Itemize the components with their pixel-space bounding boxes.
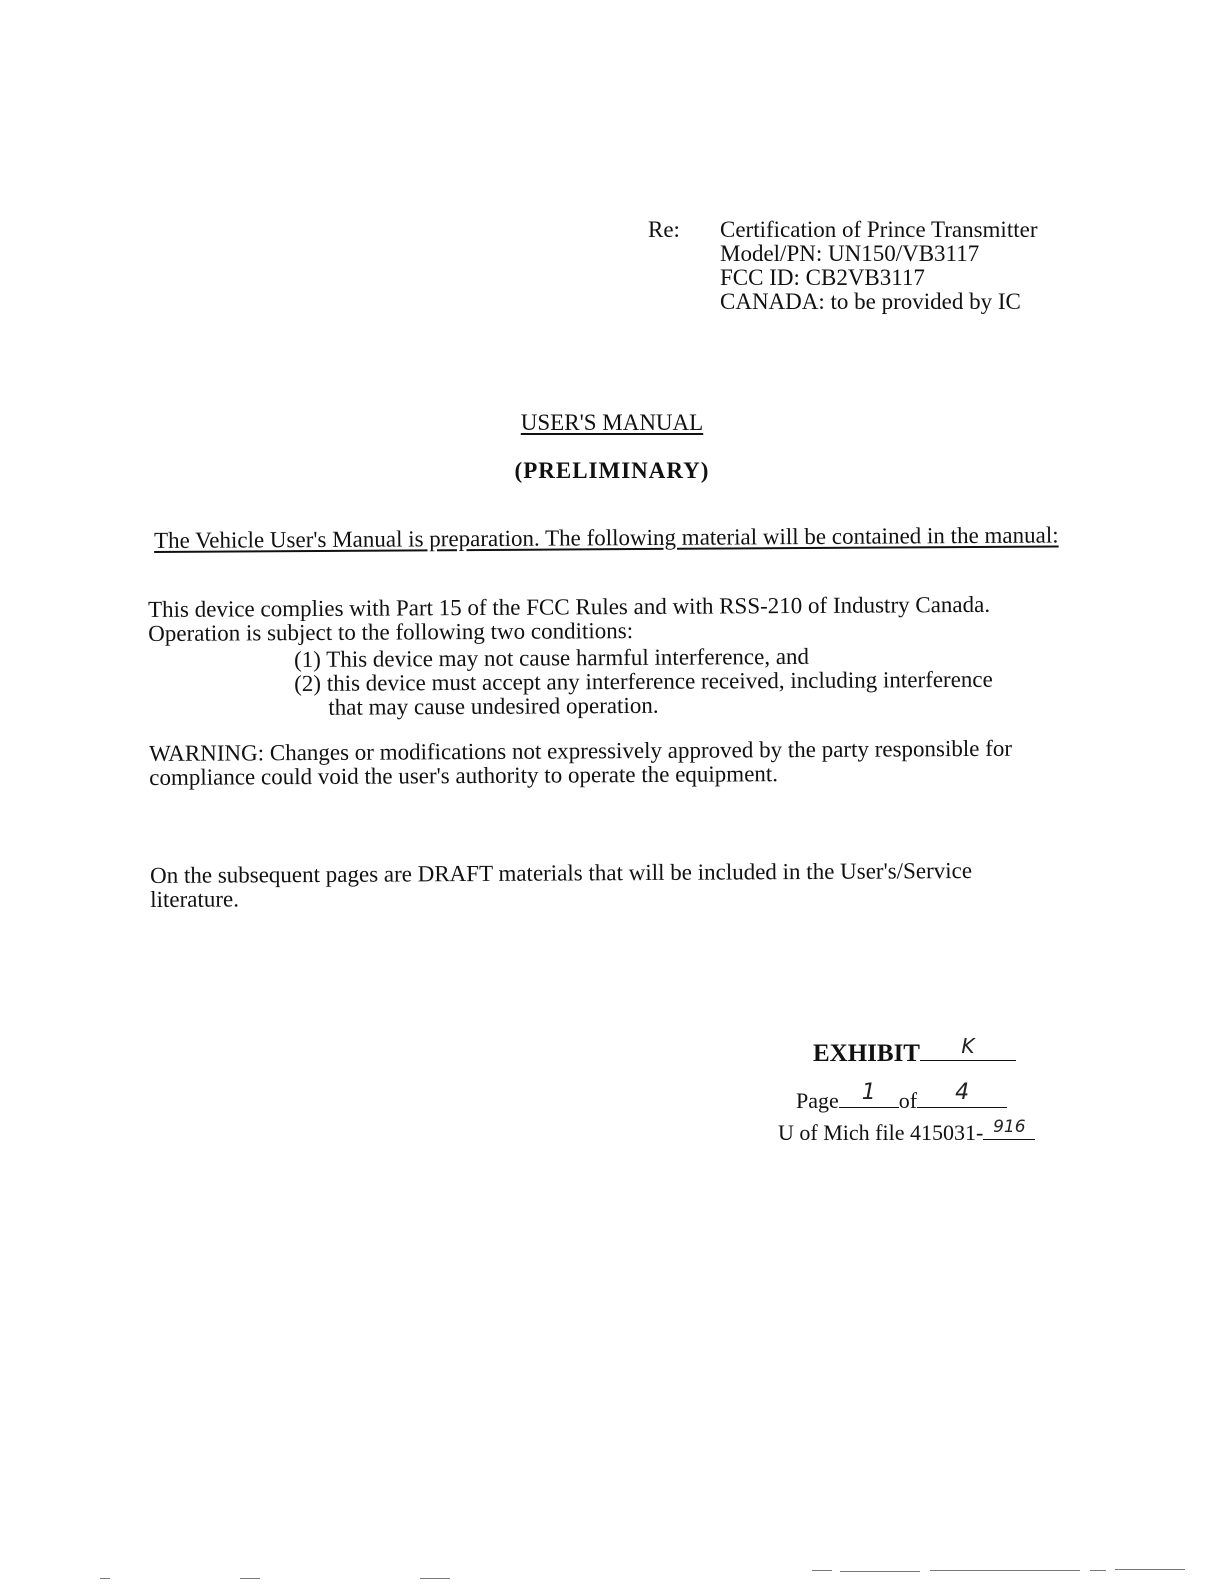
warning-line-2: compliance could void the user's authority to operate the equipment. <box>149 761 779 790</box>
intro-statement: The Vehicle User's Manual is preparation. The following material will be contained in the manual: <box>154 522 1059 553</box>
re-block <box>720 218 1037 314</box>
draft-note-line-2: literature. <box>150 886 240 912</box>
page-total: 4 <box>955 1080 970 1105</box>
exhibit-page-line <box>796 1080 1007 1114</box>
page-number: 1 <box>861 1080 876 1105</box>
re-canada-line: CANADA: to be provided by IC <box>720 289 1021 314</box>
file-number: 916 <box>993 1117 1026 1137</box>
of-label: of <box>898 1088 918 1113</box>
scan-speck <box>240 1578 260 1579</box>
scan-speck <box>1115 1569 1185 1570</box>
condition-1: (1) This device may not cause harmful interference, and <box>293 643 810 672</box>
draft-note-paragraph <box>150 859 972 912</box>
warning-line-1: WARNING: Changes or modifications not expressively approved by the party responsible for <box>148 735 1013 766</box>
compliance-line-2: Operation is subject to the following two conditions: <box>148 618 634 646</box>
conditions-list <box>294 644 993 720</box>
exhibit-label-line <box>813 1034 1016 1068</box>
re-subject-line: Certification of Prince Transmitter <box>720 217 1038 242</box>
compliance-paragraph <box>148 593 990 646</box>
document-subtitle: (PRELIMINARY) <box>514 458 710 483</box>
re-label: Re: <box>648 217 680 242</box>
draft-note-line-1: On the subsequent pages are DRAFT materials that will be included in the User's/Service <box>149 857 973 888</box>
page-total-blank <box>917 1080 1007 1108</box>
scan-speck <box>100 1578 110 1579</box>
document-title: USER'S MANUAL <box>520 410 704 435</box>
condition-2-continued: that may cause undesired operation. <box>328 692 659 720</box>
scan-speck <box>840 1571 920 1572</box>
compliance-line-1: This device complies with Part 15 of the FCC Rules and with RSS-210 of Industry Canada. <box>147 591 991 622</box>
re-model-line: Model/PN: UN150/VB3117 <box>720 241 980 266</box>
exhibit-letter-blank <box>920 1034 1016 1061</box>
exhibit-label: EXHIBIT <box>813 1040 920 1067</box>
scan-speck <box>420 1578 450 1579</box>
re-fcc-id-line: FCC ID: CB2VB3117 <box>720 265 925 290</box>
page-label: Page <box>796 1088 839 1113</box>
exhibit-letter: K <box>961 1034 975 1058</box>
scan-speck <box>812 1570 832 1571</box>
file-number-blank <box>983 1117 1035 1140</box>
scan-speck <box>1090 1570 1106 1571</box>
file-label: U of Mich file 415031- <box>778 1120 984 1145</box>
exhibit-file-line <box>778 1117 1035 1146</box>
condition-2: (2) this device must accept any interference received, including interference <box>294 666 993 696</box>
page-number-blank <box>839 1080 899 1108</box>
scan-speck <box>930 1570 1080 1571</box>
warning-paragraph <box>149 737 1012 790</box>
